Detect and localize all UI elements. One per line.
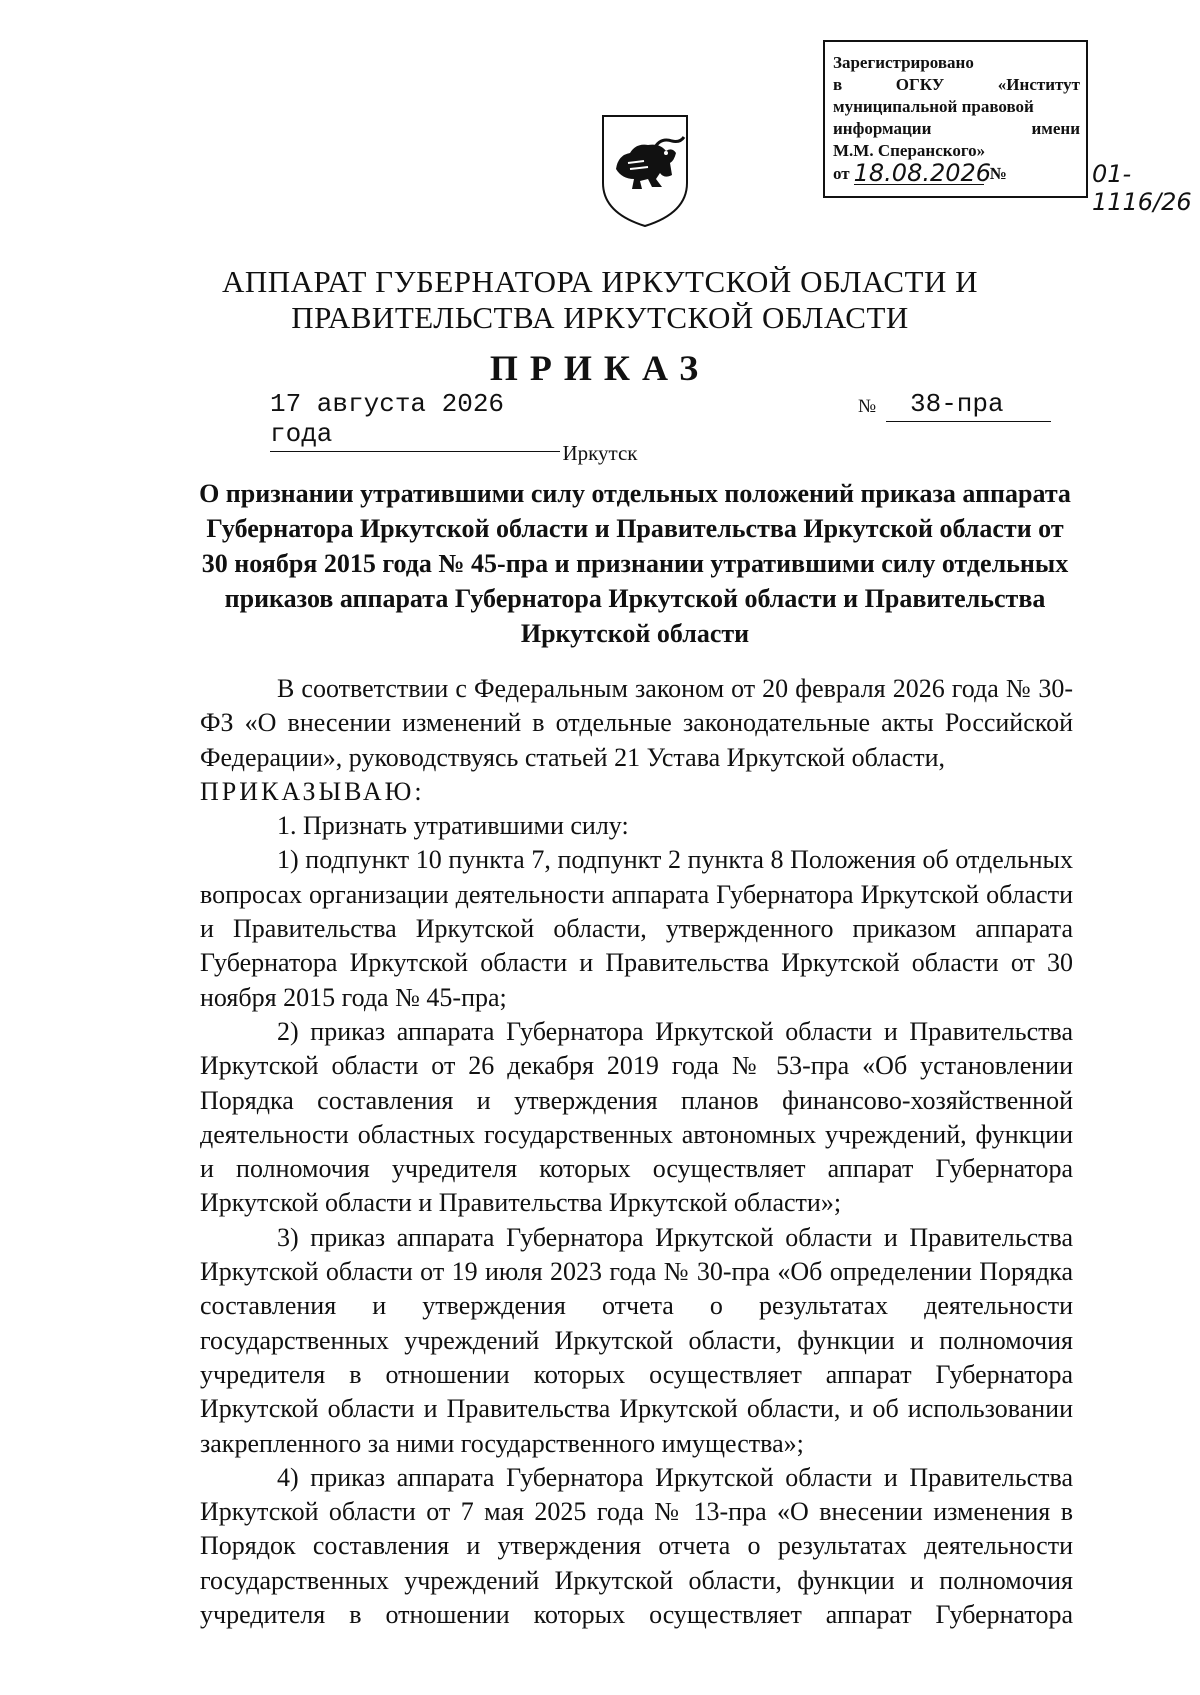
stamp-number-label: № [989, 164, 1007, 183]
stamp-line: Зарегистрировано [833, 53, 974, 72]
coat-of-arms-icon [600, 113, 690, 229]
document-type: ПРИКАЗ [489, 348, 711, 388]
stamp-line: муниципальной правовой [833, 97, 1034, 116]
subitem-1: 1) подпункт 10 пункта 7, подпункт 2 пункта 8 Положения об отдельных вопросах организации деятельности аппарата Губернатора Иркутской области и Правительства Иркутской области, утвержденного приказом аппарата Губернатора Иркутской области и Правительства Иркутской области от 30 ноября 2015 года № 45-пра; [200, 845, 1073, 1012]
stamp-number-handwritten [1092, 160, 1200, 216]
stamp-line: информации [833, 119, 932, 138]
city: Иркутск [562, 441, 638, 465]
order-number: 38-пра [886, 389, 1051, 422]
subitem-4: 4) приказ аппарата Губернатора Иркутской области и Правительства Иркутской области от 7 мая 2025 года № 13-пра «О внесении изменения в Порядок составления и утверждения отчета о результатах деятельности государственных учреждений Иркутской области, функции и полномочия учредителя в отношении которых осуществляет аппарат Губернатора [200, 1462, 1073, 1630]
document-title: О признании утратившими силу отдельных положений приказа аппарата Губернатора Иркутской области и Правительства Иркутской области от 30 ноября 2015 года № 45-пра и признании утратившими силу отдельных приказов аппарата Губернатора Иркутской области и Правительства Иркутской области [199, 479, 1071, 648]
preamble-paragraph: В соответствии с Федеральным законом от 20 февраля 2026 года № 30-ФЗ «О внесении изменений в отдельные законодательные акты Российской Федерации», руководствуясь статьей 21 Устава Иркутской области, [200, 674, 1073, 772]
document-body [200, 672, 1073, 1632]
stamp-line: имени [1031, 119, 1080, 138]
item-1: 1. Признать утратившими силу: [277, 811, 629, 841]
stamp-line: ОГКУ [895, 75, 945, 94]
stamp-line: М.М. Сперанского» [833, 141, 986, 160]
order-word: ПРИКАЗЫВАЮ: [200, 776, 425, 806]
organization-name-line2: ПРАВИТЕЛЬСТВА ИРКУТСКОЙ ОБЛАСТИ [291, 300, 909, 335]
stamp-line: от [833, 164, 850, 183]
registration-stamp [823, 40, 1088, 198]
organization-name-line1: АППАРАТ ГУБЕРНАТОРА ИРКУТСКОЙ ОБЛАСТИ И [222, 264, 978, 299]
subitem-2: 2) приказ аппарата Губернатора Иркутской области и Правительства Иркутской области от 26 декабря 2019 года № 53-пра «Об установлении Порядка составления и утверждения планов финансово-хозяйственной деятельности областных государственных автономных учреждений, функции и полномочия учредителя которых осуществляет аппарат Губернатора Иркутской области и Правительства Иркутской области»; [200, 1016, 1073, 1218]
stamp-number-text: 01-1116/26 [1092, 160, 1192, 216]
stamp-date-handwritten: 18.08.2026 [853, 159, 992, 187]
subitem-3: 3) приказ аппарата Губернатора Иркутской области и Правительства Иркутской области от 19 июля 2023 года № 30-пра «Об определении Порядка составления и утверждения отчета о результатах деятельности государственных учреждений Иркутской области, функции и полномочия учредителя в отношении которых осуществляет аппарат Губернатора Иркутской области и Правительства Иркутской области, и об использовании закрепленного за ними государственного имущества»; [200, 1222, 1073, 1458]
order-number-sign: № [858, 396, 877, 417]
stamp-line: «Институт [997, 75, 1080, 94]
order-date: 17 августа 2026 года [270, 389, 560, 452]
stamp-line: в [833, 75, 843, 94]
